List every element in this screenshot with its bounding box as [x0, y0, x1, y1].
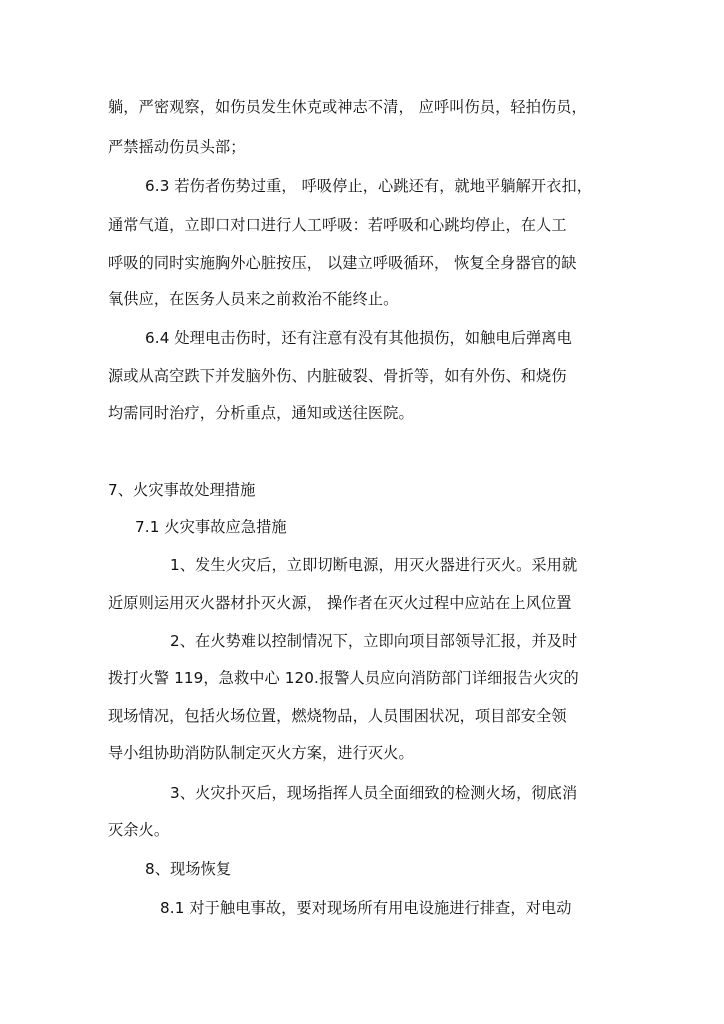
fire-step-2-line-4: 导小组协助消防队制定灭火方案，进行灭火。	[108, 744, 414, 762]
section-6-3-line-1: 6.3 若伤者伤势过重， 呼吸停止，心跳还有，就地平躺解开衣扣，	[145, 177, 593, 195]
fire-step-3-line-2: 灭余火。	[108, 821, 170, 839]
fire-step-2-line-2: 拨打火警 119，急救中心 120.报警人员应向消防部门详细报告火灾的	[108, 669, 579, 687]
section-6-3-line-4: 氧供应，在医务人员来之前救治不能终止。	[108, 290, 399, 308]
section-6-4-line-3: 均需同时治疗，分析重点，通知或送往医院。	[108, 404, 414, 422]
fire-step-3-line-1: 3、火灾扑灭后，现场指挥人员全面细致的检测火场，彻底消	[170, 784, 578, 802]
section-7-1-heading: 7.1 火灾事故应急措施	[135, 518, 287, 536]
section-6-3-line-2: 通常气道，立即口对口进行人工呼吸：若呼吸和心跳均停止，在人工	[108, 216, 567, 234]
fire-step-1-line-1: 1、发生火灾后，立即切断电源，用灭火器进行灭火。采用就	[170, 556, 578, 574]
section-6-3-line-3: 呼吸的同时实施胸外心脏按压， 以建立呼吸循环， 恢复全身器官的缺	[108, 254, 577, 272]
fire-step-1-line-2: 近原则运用灭火器材扑灭火源， 操作者在灭火过程中应站在上风位置	[108, 594, 572, 612]
paragraph-line-1: 躺，严密观察，如伤员发生休克或神志不清， 应呼叫伤员，轻拍伤员，	[108, 98, 587, 116]
section-8-heading: 8、现场恢复	[145, 860, 232, 878]
section-7-heading: 7、火灾事故处理措施	[108, 481, 256, 499]
section-8-1-line-1: 8.1 对于触电事故，要对现场所有用电设施进行排查，对电动	[160, 899, 572, 917]
fire-step-2-line-1: 2、在火势难以控制情况下，立即向项目部领导汇报，并及时	[170, 632, 578, 650]
section-6-4-line-2: 源或从高空跌下并发脑外伤、内脏破裂、骨折等，如有外伤、和烧伤	[108, 367, 567, 385]
section-6-4-line-1: 6.4 处理电击伤时，还有注意有没有其他损伤，如触电后弹离电	[145, 329, 572, 347]
fire-step-2-line-3: 现场情况，包括火场位置，燃烧物品，人员围困状况，项目部安全领	[108, 707, 567, 725]
paragraph-line-2: 严禁摇动伤员头部；	[108, 138, 246, 156]
